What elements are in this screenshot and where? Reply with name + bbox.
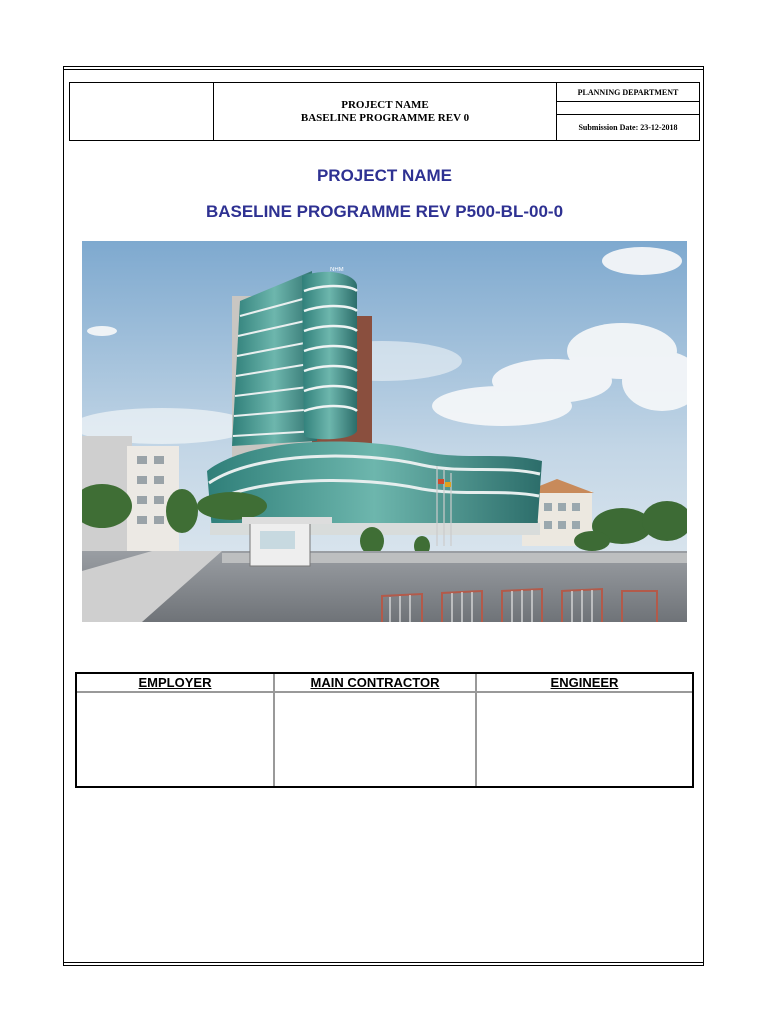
building-photo (82, 241, 687, 622)
parties-table (75, 672, 694, 788)
employer-header: EMPLOYER (77, 674, 273, 693)
engineer-header: ENGINEER (477, 674, 692, 693)
main-contractor-header: MAIN CONTRACTOR (275, 674, 475, 693)
main-contractor-cell (275, 693, 475, 786)
header-programme: BASELINE PROGRAMME REV 0 (300, 111, 470, 124)
employer-cell (77, 693, 273, 786)
header-empty-row (557, 102, 699, 115)
main-contractor-column (275, 674, 477, 786)
department-label: PLANNING DEPARTMENT (557, 83, 699, 102)
header-info-cell (557, 83, 699, 140)
page-title: PROJECT NAME (316, 166, 453, 185)
page-subtitle: BASELINE PROGRAMME REV P500-BL-00-0 (205, 202, 564, 221)
engineer-cell (477, 693, 692, 786)
engineer-column (477, 674, 692, 786)
logo-cell (70, 83, 214, 140)
header-title-cell (214, 83, 557, 140)
document-header-table (69, 82, 700, 141)
submission-date: Submission Date: 23-12-2018 (578, 123, 678, 132)
employer-column (77, 674, 275, 786)
building-sign: NHM (330, 267, 344, 273)
header-project-name: PROJECT NAME (341, 98, 429, 111)
